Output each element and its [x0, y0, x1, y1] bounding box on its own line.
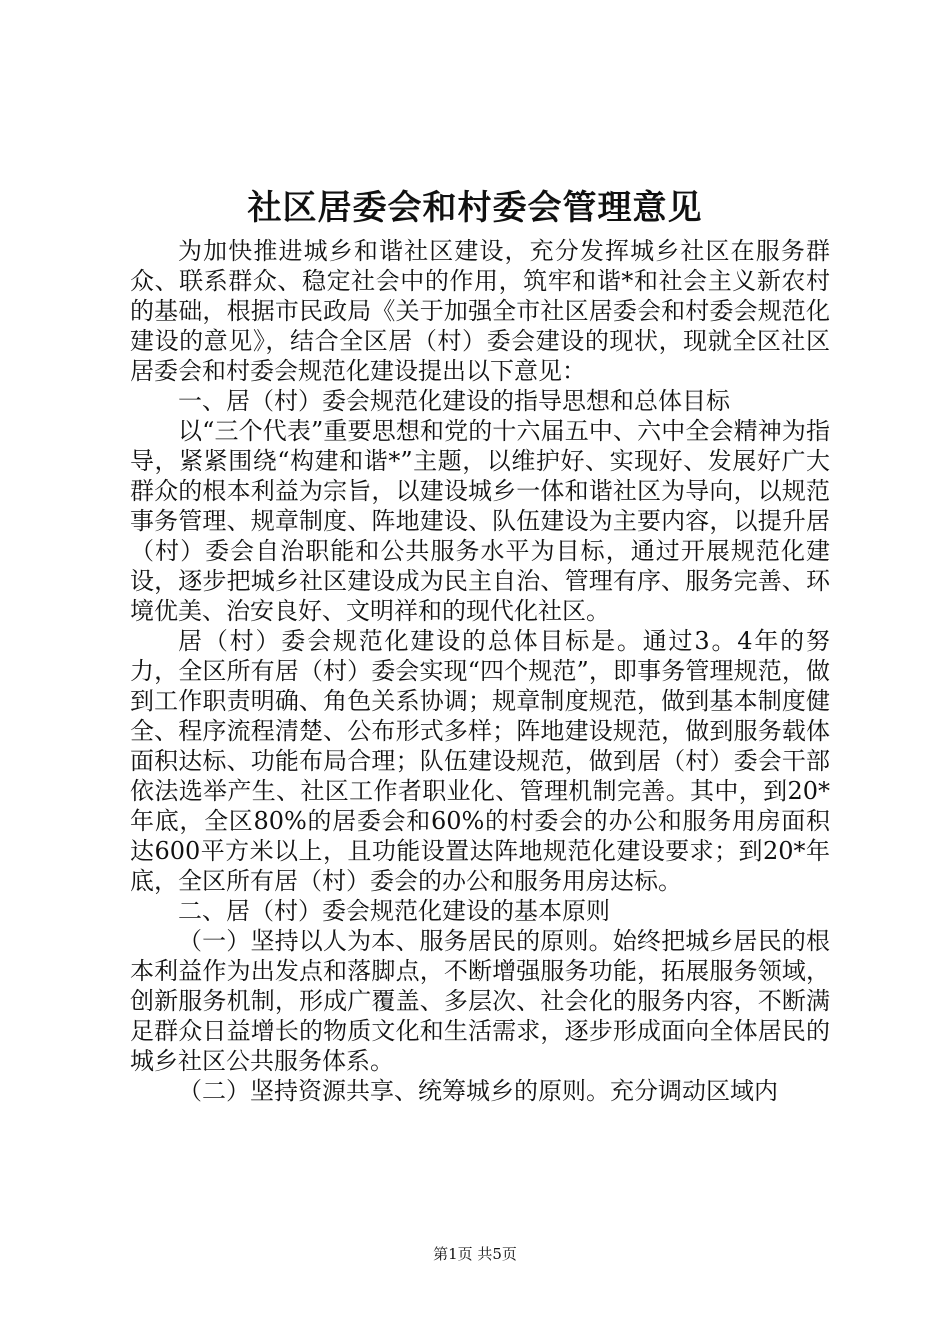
paragraph-overall-goal: 居（村）委会规范化建设的总体目标是。通过3。4年的努力，全区所有居（村）委会实现“四个规范”，即事务管理规范，做到工作职责明确、角色关系协调；规章制度规范，做到基本制度健全、程序流程清楚、公布形式多样；阵地建设规范，做到服务载体面积达标、功能布局合理；队伍建设规范，做到居（村）委会干部依法选举产生、社区工作者职业化、管理机制完善。其中，到20*年底，全区80%的居委会和60%的村委会的办公和服务用房面积达600平方米以上，且功能设置达阵地规范化建设要求；到20*年底，全区所有居（村）委会的办公和服务用房达标。 — [130, 627, 830, 895]
paragraph-guiding-thought: 以“三个代表”重要思想和党的十六届五中、六中全会精神为指导，紧紧围绕“构建和谐*”主题，以维护好、实现好、发展好广大群众的根本利益为宗旨，以建设城乡一体和谐社区为导向，以规范事务管理、规章制度、阵地建设、队伍建设为主要内容，以提升居（村）委会自治职能和公共服务水平为目标，通过开展规范化建设，逐步把城乡社区建设成为民主自治、管理有序、服务完善、环境优美、治安良好、文明祥和的现代化社区。 — [130, 417, 830, 625]
section-heading-1: 一、居（村）委会规范化建设的指导思想和总体目标 — [178, 387, 730, 415]
document-title: 社区居委会和村委会管理意见 — [247, 188, 703, 228]
paragraph-principle-1: （一）坚持以人为本、服务居民的原则。始终把城乡居民的根本利益作为出发点和落脚点，不断增强服务功能，拓展服务领域，创新服务机制，形成广覆盖、多层次、社会化的服务内容，不断满足群众日益增长的物质文化和生活需求，逐步形成面向全体居民的城乡社区公共服务体系。 — [130, 927, 830, 1075]
document-body — [130, 236, 830, 1106]
paragraph-principle-2: （二）坚持资源共享、统筹城乡的原则。充分调动区域内 — [178, 1077, 778, 1105]
section-heading-2: 二、居（村）委会规范化建设的基本原则 — [178, 897, 610, 925]
page-footer: 第1页 共5页 — [433, 1245, 517, 1263]
paragraph-intro: 为加快推进城乡和谐社区建设，充分发挥城乡社区在服务群众、联系群众、稳定社会中的作用，筑牢和谐*和社会主义新农村的基础，根据市民政局《关于加强全市社区居委会和村委会规范化建设的意见》，结合全区居（村）委会建设的现状，现就全区社区居委会和村委会规范化建设提出以下意见： — [130, 237, 830, 385]
